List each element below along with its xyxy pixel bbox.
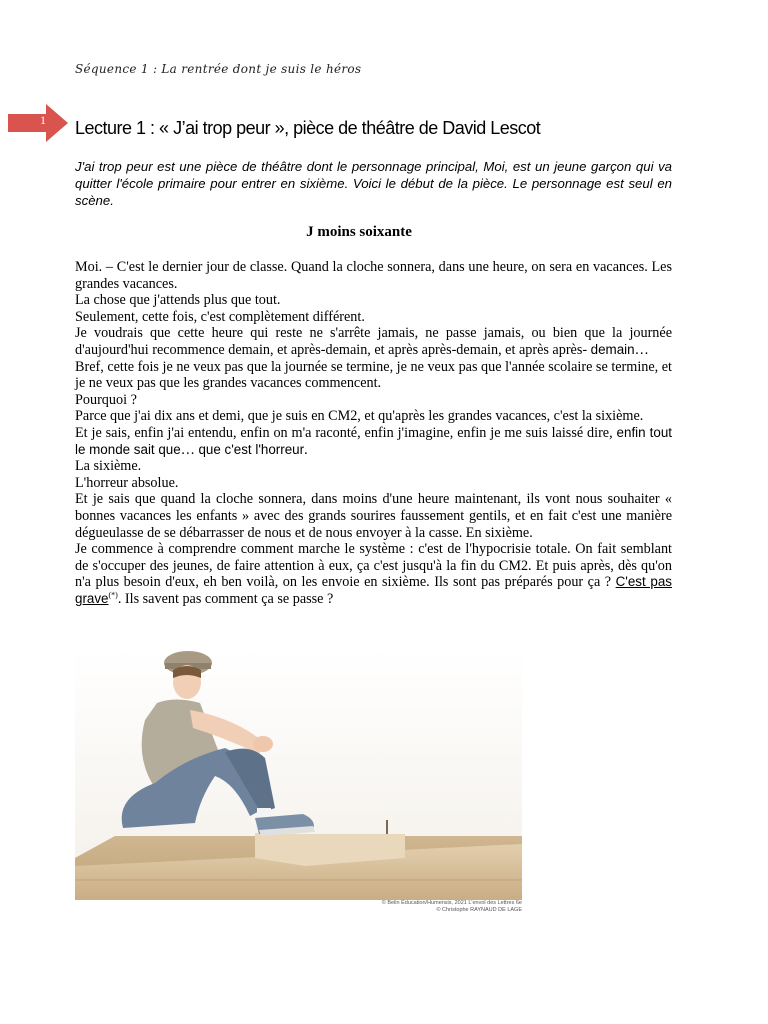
sequence-header: Séquence 1 : La rentrée dont je suis le héros [75,62,362,76]
footnote-link[interactable]: C'est pas grave [75,574,673,606]
paragraph: L'horreur absolue. [75,474,179,491]
paragraph: Je commence à comprendre comment marche le système : c'est de l'hypocrisie totale. On fait semblant de s'occuper des jeunes, de faire attention à eux, ça c'est jusqu'à la fin du CM2. Et puis après, dès qu'on n'a plus besoin d'eux, eh ben voilà, on les envoie en sixième. Ils sont pas préparés pour ça ? C'est pas grave(*). Ils savent pas comment ça se passe ? [75,541,673,607]
arrow-icon [8,104,68,142]
paragraph: Moi. – C'est le dernier jour de classe. Quand la cloche sonnera, dans une heure, on sera en vacances. Les grandes vacances. [75,259,672,292]
footnote-marker: (*) [108,590,118,600]
lecture-title: Lecture 1 : « J’ai trop peur », pièce de théâtre de David Lescot [75,118,541,138]
play-text [75,259,672,607]
paragraph: Seulement, cette fois, c'est complètement différent. [75,308,365,325]
paragraph: Je voudrais que cette heure qui reste ne s'arrête jamais, ne passe jamais, ou bien que la journée d'aujourd'hui recommence demain, et après-demain, et après après-demain, et après après- demain… [75,325,672,358]
paragraph: La sixième. [75,458,142,475]
scene-title: J moins soixante [306,224,412,240]
paragraph: Et je sais, enfin j'ai entendu, enfin on m'a raconté, enfin j'imagine, enfin je me suis laissé dire, enfin tout le monde sait que… que c'est l'horreur. [75,424,672,458]
photo-credit: © Belin Éducation/Humensis, 2021 L'envol des Lettres 6e © Christophe RAYNAUD DE LAGE [381,900,522,913]
lecture-number: 1 [40,113,46,127]
stage-photo [75,648,522,900]
paragraph: Parce que j'ai dix ans et demi, que je suis en CM2, et qu'après les grandes vacances, c'est la sixième. [75,408,644,425]
paragraph: Et je sais que quand la cloche sonnera, dans moins d'une heure maintenant, ils vont nous souhaiter « bonnes vacances les enfants » avec des grands sourires faussement gentils, et en fait c'est une manière dégueulasse de se débarrasser de nous et de nous envoyer à la casse. En sixième. [75,491,672,541]
intro-paragraph: J'ai trop peur est une pièce de théâtre dont le personnage principal, Moi, est un jeune garçon qui va quitter l'école primaire pour entrer en sixième. Voici le début de la pièce. Le personnage est seul en scène. [75,159,672,208]
paragraph: Bref, cette fois je ne veux pas que la journée se termine, je ne veux pas que l'année scolaire se termine, et je ne veux pas que les grandes vacances commencent. [75,358,672,392]
paragraph: La chose que j'attends plus que tout. [75,292,281,309]
paragraph: Pourquoi ? [75,391,137,408]
